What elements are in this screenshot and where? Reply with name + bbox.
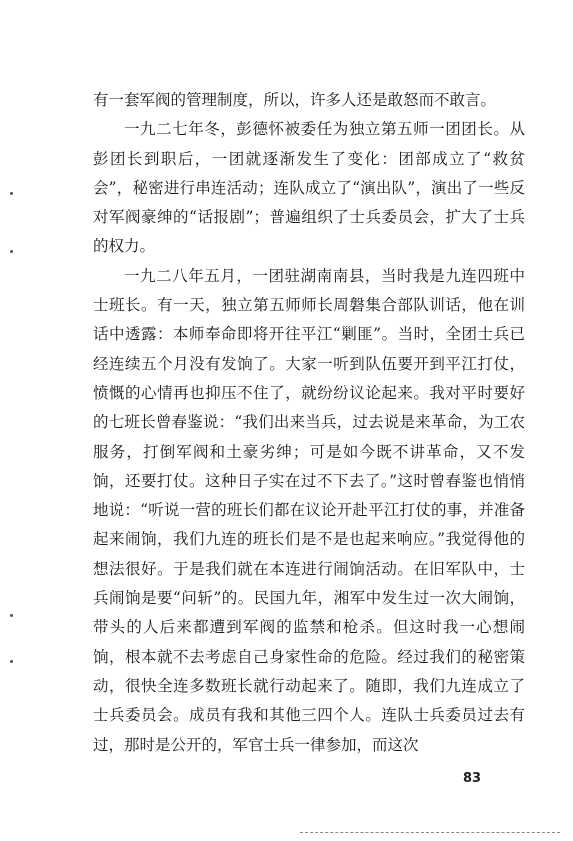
body-text	[93, 86, 525, 760]
scan-speck	[10, 660, 13, 663]
page-number: 83	[463, 771, 482, 786]
paragraph-2: 一九二七年冬，彭德怀被委任为独立第五师一团团长。从彭团长到职后，一团就逐渐发生了变化：团部成立了“救贫会”，秘密进行串连活动；连队成立了“演出队”，演出了一些反对军阀豪绅的“话报剧”；普遍组织了士兵委员会，扩大了士兵的权力。	[93, 120, 525, 256]
scan-speck	[10, 250, 13, 253]
scan-speck	[10, 614, 13, 617]
scan-speck	[10, 192, 13, 195]
paragraph-1: 有一套军阀的管理制度，所以，许多人还是敢怒而不敢言。	[93, 91, 497, 109]
paragraph-3: 一九二八年五月，一团驻湖南南县，当时我是九连四班中士班长。有一天，独立第五师师长周磐集合部队训话，他在训话中透露：本师奉命即将开往平江“剿匪”。当时，全团士兵已经连续五个月没有发饷了。大家一听到队伍要开到平江打仗，愤慨的心情再也抑压不住了，就纷纷议论起来。我对平时要好的七班长曾春鉴说：“我们出来当兵，过去说是来革命，为工农服务，打倒军阀和土豪劣绅；可是如今既不讲革命，又不发饷，还要打仗。这种日子实在过不下去了。”这时曾春鉴也悄悄地说：“听说一营的班长们都在议论开赴平江打仗的事，并准备起来闹饷，我们九连的班长们是不是也起来响应。”我觉得他的想法很好。于是我们就在本连进行闹饷活动。在旧军队中，士兵闹饷是要“问斩”的。民国九年，湘军中发生过一次大闹饷，带头的人后来都遭到军阀的监禁和枪杀。但这时我一心想闹饷，根本就不去考虑自己身家性命的危险。经过我们的秘密策动，很快全连多数班长就行动起来了。随即，我们九连成立了士兵委员会。成员有我和其他三四个人。连队士兵委员过去有过，那时是公开的，军官士兵一律参加，而这次	[93, 266, 525, 754]
scan-bottom-edge	[300, 832, 560, 833]
